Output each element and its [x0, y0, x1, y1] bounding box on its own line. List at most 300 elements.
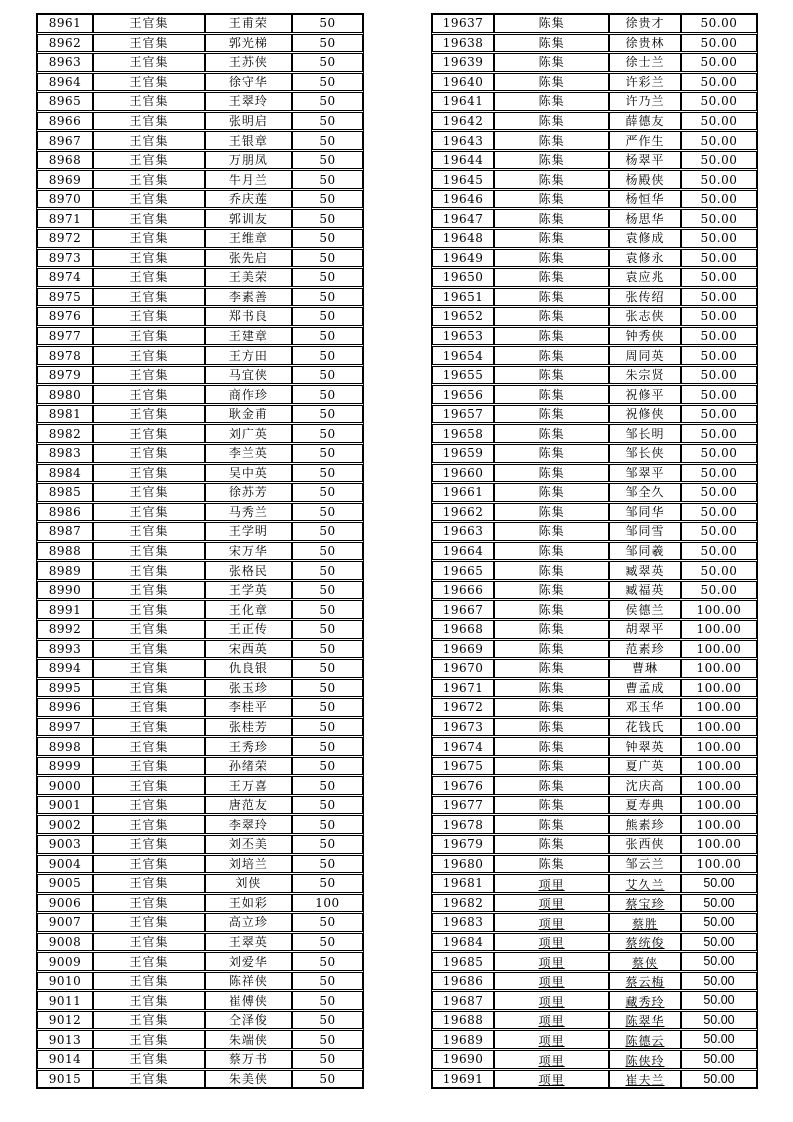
cell-id: 19688	[432, 1011, 494, 1030]
cell-id: 8999	[37, 757, 93, 776]
cell-place: 王官集	[93, 913, 205, 932]
cell-amount: 50	[292, 581, 363, 600]
cell-amount: 50	[292, 131, 363, 150]
cell-name: 张明启	[205, 112, 292, 131]
cell-amount: 50.00	[681, 581, 757, 600]
table-row	[37, 835, 363, 854]
cell-id: 8983	[37, 444, 93, 463]
cell-amount: 50.00	[681, 92, 757, 111]
table-row	[37, 405, 363, 424]
cell-id: 19676	[432, 776, 494, 795]
cell-id: 19690	[432, 1050, 494, 1069]
cell-name: 王维章	[205, 229, 292, 248]
table-row	[432, 53, 757, 72]
cell-name: 张桂芳	[205, 718, 292, 737]
cell-id: 19653	[432, 327, 494, 346]
table-row	[432, 209, 757, 228]
cell-id: 19658	[432, 424, 494, 443]
cell-place: 项里	[494, 913, 609, 932]
cell-place: 陈集	[494, 14, 609, 33]
cell-amount: 50	[292, 796, 363, 815]
table-row	[37, 1011, 363, 1030]
cell-amount: 50	[292, 151, 363, 170]
cell-place: 王官集	[93, 268, 205, 287]
cell-place: 项里	[494, 952, 609, 971]
cell-amount: 50	[292, 835, 363, 854]
cell-amount: 50	[292, 1030, 363, 1049]
table-row	[432, 288, 757, 307]
cell-name: 李桂平	[205, 698, 292, 717]
cell-id: 8964	[37, 73, 93, 92]
table-row	[37, 894, 363, 913]
cell-id: 19656	[432, 385, 494, 404]
cell-name: 杨恒华	[609, 190, 681, 209]
cell-place: 陈集	[494, 444, 609, 463]
cell-id: 9006	[37, 894, 93, 913]
cell-name: 孙绪荣	[205, 757, 292, 776]
cell-id: 8967	[37, 131, 93, 150]
table-row	[432, 991, 757, 1010]
cell-place: 王官集	[93, 542, 205, 561]
cell-amount: 50.00	[681, 972, 757, 991]
cell-place: 王官集	[93, 991, 205, 1010]
table-row	[37, 170, 363, 189]
cell-name: 杨思华	[609, 209, 681, 228]
cell-name: 邹长明	[609, 424, 681, 443]
cell-amount: 50.00	[681, 249, 757, 268]
table-row	[432, 327, 757, 346]
cell-name: 徐贵才	[609, 14, 681, 33]
cell-name: 蔡统俊	[609, 933, 681, 952]
cell-name: 王翠玲	[205, 92, 292, 111]
right-table	[431, 13, 758, 1089]
cell-amount: 50.00	[681, 229, 757, 248]
cell-name: 马秀兰	[205, 503, 292, 522]
cell-place: 陈集	[494, 34, 609, 53]
cell-id: 19650	[432, 268, 494, 287]
cell-name: 曹孟成	[609, 679, 681, 698]
cell-amount: 50	[292, 483, 363, 502]
cell-amount: 50.00	[681, 151, 757, 170]
cell-place: 王官集	[93, 190, 205, 209]
cell-amount: 50.00	[681, 73, 757, 92]
cell-id: 8979	[37, 366, 93, 385]
cell-id: 19675	[432, 757, 494, 776]
table-row	[432, 503, 757, 522]
cell-id: 9001	[37, 796, 93, 815]
cell-place: 陈集	[494, 268, 609, 287]
cell-id: 19691	[432, 1070, 494, 1089]
cell-name: 徐士兰	[609, 53, 681, 72]
cell-name: 臧翠英	[609, 561, 681, 580]
cell-amount: 50.00	[681, 346, 757, 365]
cell-amount: 100.00	[681, 815, 757, 834]
cell-amount: 50.00	[681, 190, 757, 209]
cell-name: 朱端侠	[205, 1030, 292, 1049]
cell-amount: 100.00	[681, 600, 757, 619]
cell-place: 王官集	[93, 1070, 205, 1089]
cell-amount: 50	[292, 679, 363, 698]
table-row	[432, 972, 757, 991]
table-row	[432, 34, 757, 53]
cell-name: 张格民	[205, 561, 292, 580]
table-row	[432, 581, 757, 600]
table-row	[432, 1011, 757, 1030]
cell-id: 8961	[37, 14, 93, 33]
cell-name: 花钱氏	[609, 718, 681, 737]
cell-name: 刘丕美	[205, 835, 292, 854]
cell-amount: 100	[292, 894, 363, 913]
cell-amount: 50.00	[681, 542, 757, 561]
cell-place: 项里	[494, 874, 609, 893]
table-row	[37, 991, 363, 1010]
table-row	[37, 209, 363, 228]
table-row	[432, 640, 757, 659]
table-row	[432, 659, 757, 678]
cell-amount: 50	[292, 209, 363, 228]
cell-place: 王官集	[93, 327, 205, 346]
cell-name: 曹琳	[609, 659, 681, 678]
cell-name: 陈祥侠	[205, 972, 292, 991]
cell-name: 王化章	[205, 600, 292, 619]
cell-id: 8981	[37, 405, 93, 424]
cell-id: 9005	[37, 874, 93, 893]
table-row	[37, 679, 363, 698]
cell-id: 8993	[37, 640, 93, 659]
cell-place: 陈集	[494, 503, 609, 522]
table-row	[37, 796, 363, 815]
table-row	[37, 464, 363, 483]
table-row	[37, 327, 363, 346]
cell-place: 王官集	[93, 34, 205, 53]
cell-amount: 50.00	[681, 952, 757, 971]
cell-name: 王学明	[205, 522, 292, 541]
cell-place: 王官集	[93, 776, 205, 795]
cell-place: 陈集	[494, 73, 609, 92]
cell-name: 郭光梯	[205, 34, 292, 53]
cell-amount: 50	[292, 170, 363, 189]
cell-name: 崔夫兰	[609, 1070, 681, 1089]
cell-place: 王官集	[93, 933, 205, 952]
cell-id: 9015	[37, 1070, 93, 1089]
cell-amount: 50	[292, 737, 363, 756]
table-row	[37, 229, 363, 248]
cell-amount: 50.00	[681, 424, 757, 443]
cell-amount: 50.00	[681, 34, 757, 53]
cell-amount: 50.00	[681, 464, 757, 483]
table-row	[37, 1050, 363, 1069]
cell-place: 王官集	[93, 894, 205, 913]
cell-amount: 50	[292, 112, 363, 131]
cell-name: 邹同羲	[609, 542, 681, 561]
cell-place: 王官集	[93, 561, 205, 580]
cell-amount: 50	[292, 327, 363, 346]
cell-name: 陈德云	[609, 1030, 681, 1049]
cell-place: 王官集	[93, 209, 205, 228]
cell-place: 王官集	[93, 92, 205, 111]
cell-amount: 50	[292, 757, 363, 776]
table-row	[37, 503, 363, 522]
cell-place: 陈集	[494, 464, 609, 483]
cell-name: 王甫荣	[205, 14, 292, 33]
cell-place: 陈集	[494, 405, 609, 424]
table-row	[432, 131, 757, 150]
cell-place: 项里	[494, 991, 609, 1010]
cell-id: 8986	[37, 503, 93, 522]
cell-amount: 50.00	[681, 1030, 757, 1049]
cell-place: 陈集	[494, 209, 609, 228]
table-row	[432, 1070, 757, 1089]
cell-id: 8990	[37, 581, 93, 600]
cell-place: 王官集	[93, 737, 205, 756]
cell-amount: 100.00	[681, 776, 757, 795]
cell-id: 8968	[37, 151, 93, 170]
table-row	[432, 366, 757, 385]
cell-name: 胡翠平	[609, 620, 681, 639]
cell-name: 邓玉华	[609, 698, 681, 717]
cell-name: 邹云兰	[609, 855, 681, 874]
cell-id: 9009	[37, 952, 93, 971]
table-row	[432, 835, 757, 854]
cell-place: 王官集	[93, 874, 205, 893]
table-row	[37, 1030, 363, 1049]
cell-amount: 50.00	[681, 307, 757, 326]
table-row	[432, 112, 757, 131]
cell-amount: 100.00	[681, 855, 757, 874]
cell-place: 王官集	[93, 424, 205, 443]
table-row	[37, 346, 363, 365]
cell-place: 陈集	[494, 229, 609, 248]
cell-amount: 50	[292, 34, 363, 53]
cell-amount: 50.00	[681, 209, 757, 228]
cell-place: 王官集	[93, 581, 205, 600]
table-row	[37, 913, 363, 932]
cell-id: 19672	[432, 698, 494, 717]
cell-id: 8972	[37, 229, 93, 248]
cell-id: 19685	[432, 952, 494, 971]
cell-amount: 50	[292, 855, 363, 874]
cell-place: 项里	[494, 972, 609, 991]
cell-id: 19686	[432, 972, 494, 991]
cell-amount: 50	[292, 229, 363, 248]
cell-id: 8996	[37, 698, 93, 717]
cell-amount: 50.00	[681, 561, 757, 580]
cell-name: 蔡宝珍	[609, 894, 681, 913]
cell-place: 王官集	[93, 972, 205, 991]
cell-id: 8965	[37, 92, 93, 111]
cell-amount: 50	[292, 405, 363, 424]
table-row	[37, 522, 363, 541]
table-row	[432, 952, 757, 971]
cell-amount: 50	[292, 542, 363, 561]
cell-id: 8966	[37, 112, 93, 131]
cell-id: 8984	[37, 464, 93, 483]
cell-id: 8975	[37, 288, 93, 307]
cell-place: 王官集	[93, 249, 205, 268]
table-row	[432, 405, 757, 424]
table-row	[37, 698, 363, 717]
cell-name: 袁修永	[609, 249, 681, 268]
cell-place: 陈集	[494, 542, 609, 561]
cell-amount: 50.00	[681, 268, 757, 287]
table-row	[432, 933, 757, 952]
cell-amount: 50	[292, 913, 363, 932]
cell-id: 19684	[432, 933, 494, 952]
cell-id: 19679	[432, 835, 494, 854]
cell-place: 王官集	[93, 796, 205, 815]
cell-name: 张先启	[205, 249, 292, 268]
cell-name: 王万喜	[205, 776, 292, 795]
cell-id: 8976	[37, 307, 93, 326]
cell-amount: 50	[292, 776, 363, 795]
cell-name: 祝修平	[609, 385, 681, 404]
table-row	[432, 815, 757, 834]
cell-amount: 50	[292, 288, 363, 307]
table-row	[432, 874, 757, 893]
cell-id: 8973	[37, 249, 93, 268]
cell-name: 钟翠英	[609, 737, 681, 756]
cell-place: 王官集	[93, 757, 205, 776]
cell-id: 8988	[37, 542, 93, 561]
cell-amount: 100.00	[681, 718, 757, 737]
table-row	[37, 542, 363, 561]
table-row	[432, 92, 757, 111]
cell-id: 19673	[432, 718, 494, 737]
table-row	[37, 776, 363, 795]
cell-id: 19680	[432, 855, 494, 874]
cell-amount: 50	[292, 561, 363, 580]
cell-name: 许彩兰	[609, 73, 681, 92]
cell-id: 19652	[432, 307, 494, 326]
cell-id: 8962	[37, 34, 93, 53]
cell-amount: 100.00	[681, 640, 757, 659]
cell-id: 8994	[37, 659, 93, 678]
cell-id: 19647	[432, 209, 494, 228]
table-row	[432, 73, 757, 92]
table-row	[37, 288, 363, 307]
cell-id: 19649	[432, 249, 494, 268]
table-row	[432, 776, 757, 795]
cell-id: 19657	[432, 405, 494, 424]
cell-place: 王官集	[93, 229, 205, 248]
cell-amount: 50.00	[681, 933, 757, 952]
table-row	[432, 151, 757, 170]
cell-amount: 50.00	[681, 444, 757, 463]
table-row	[37, 366, 363, 385]
cell-name: 李素善	[205, 288, 292, 307]
cell-amount: 50	[292, 718, 363, 737]
cell-id: 8995	[37, 679, 93, 698]
cell-id: 19671	[432, 679, 494, 698]
cell-amount: 50.00	[681, 991, 757, 1010]
cell-id: 9012	[37, 1011, 93, 1030]
table-row	[432, 679, 757, 698]
table-row	[432, 385, 757, 404]
cell-name: 蔡胜	[609, 913, 681, 932]
cell-amount: 50.00	[681, 112, 757, 131]
cell-place: 王官集	[93, 366, 205, 385]
table-row	[37, 855, 363, 874]
cell-amount: 50	[292, 1011, 363, 1030]
cell-id: 19681	[432, 874, 494, 893]
cell-id: 19661	[432, 483, 494, 502]
table-row	[432, 894, 757, 913]
cell-id: 19683	[432, 913, 494, 932]
cell-place: 陈集	[494, 483, 609, 502]
cell-amount: 50	[292, 92, 363, 111]
cell-place: 陈集	[494, 620, 609, 639]
cell-id: 8998	[37, 737, 93, 756]
table-row	[37, 73, 363, 92]
table-row	[432, 620, 757, 639]
table-row	[37, 14, 363, 33]
cell-amount: 100.00	[681, 835, 757, 854]
table-row	[37, 874, 363, 893]
cell-id: 19689	[432, 1030, 494, 1049]
cell-place: 王官集	[93, 620, 205, 639]
cell-id: 9007	[37, 913, 93, 932]
cell-place: 王官集	[93, 14, 205, 33]
cell-id: 9013	[37, 1030, 93, 1049]
cell-name: 邹全久	[609, 483, 681, 502]
table-row	[432, 444, 757, 463]
cell-amount: 50	[292, 464, 363, 483]
cell-place: 王官集	[93, 698, 205, 717]
cell-name: 沈庆高	[609, 776, 681, 795]
cell-place: 王官集	[93, 170, 205, 189]
cell-place: 王官集	[93, 1011, 205, 1030]
cell-place: 陈集	[494, 561, 609, 580]
cell-name: 臧福英	[609, 581, 681, 600]
cell-name: 蔡侠	[609, 952, 681, 971]
cell-name: 钟秀侠	[609, 327, 681, 346]
cell-name: 王如彩	[205, 894, 292, 913]
cell-amount: 50.00	[681, 14, 757, 33]
cell-name: 刘侠	[205, 874, 292, 893]
cell-amount: 50.00	[681, 170, 757, 189]
cell-place: 陈集	[494, 327, 609, 346]
table-row	[37, 581, 363, 600]
table-row	[432, 14, 757, 33]
cell-name: 张志侠	[609, 307, 681, 326]
cell-name: 王银章	[205, 131, 292, 150]
cell-place: 王官集	[93, 600, 205, 619]
table-row	[37, 933, 363, 952]
table-row	[432, 757, 757, 776]
cell-name: 王学英	[205, 581, 292, 600]
cell-name: 王美荣	[205, 268, 292, 287]
cell-name: 朱美侠	[205, 1070, 292, 1089]
cell-place: 王官集	[93, 112, 205, 131]
cell-name: 薛德友	[609, 112, 681, 131]
cell-place: 陈集	[494, 131, 609, 150]
table-row	[37, 972, 363, 991]
cell-amount: 50	[292, 503, 363, 522]
cell-amount: 50.00	[681, 522, 757, 541]
cell-amount: 100.00	[681, 737, 757, 756]
cell-place: 王官集	[93, 444, 205, 463]
table-row	[37, 385, 363, 404]
cell-id: 19687	[432, 991, 494, 1010]
cell-amount: 50.00	[681, 503, 757, 522]
table-row	[37, 561, 363, 580]
cell-name: 夏广英	[609, 757, 681, 776]
cell-amount: 100.00	[681, 620, 757, 639]
cell-amount: 50	[292, 972, 363, 991]
table-row	[432, 913, 757, 932]
table-row	[37, 620, 363, 639]
cell-place: 王官集	[93, 53, 205, 72]
